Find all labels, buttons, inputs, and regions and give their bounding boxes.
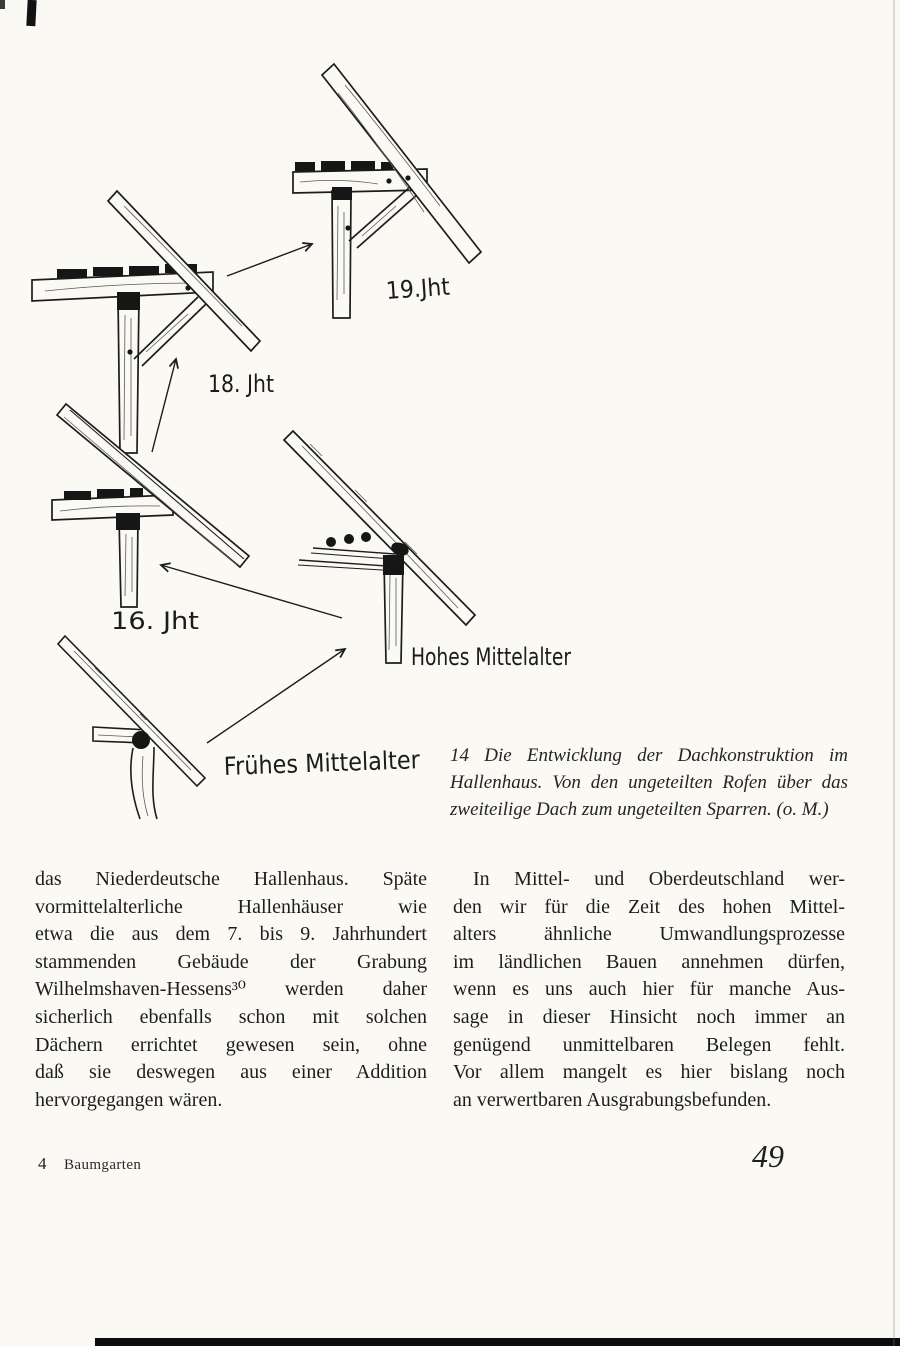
body-text-line: genügend unmittelbaren Belegen fehlt.	[453, 1033, 845, 1056]
scan-artifact-corner	[0, 0, 5, 9]
scan-artifact-top-dash	[26, 0, 36, 26]
peg-dots	[326, 532, 371, 547]
body-text-line: an verwertbaren Ausgrabungsbefunden.	[453, 1088, 772, 1111]
body-text-line: stammenden Gebäude der Grabung	[35, 950, 427, 973]
running-author: Baumgarten	[64, 1157, 142, 1173]
body-column-left	[35, 866, 427, 1114]
arrow-fruehes-to-hohes	[207, 649, 345, 743]
body-text-line: etwa die aus dem 7. bis 9. Jahrhundert	[35, 923, 427, 946]
figure-caption	[450, 742, 848, 823]
body-text-line: alters ähnliche Umwandlungsprozesse	[453, 923, 845, 946]
caption-line: 14 Die Entwicklung der Dachkonstruktion im	[450, 745, 848, 766]
drawing-fruehes-mittelalter	[58, 636, 205, 819]
body-text-line: den wir für die Zeit des hohen Mittel-	[453, 895, 845, 918]
body-text-line: sage in dieser Hinsicht noch immer an	[453, 1005, 845, 1028]
drawing-hohes-mittelalter	[284, 431, 475, 663]
caption-line: Hallenhaus. Von den ungeteilten Rofen über das	[450, 772, 848, 793]
body-text-line: sicherlich ebenfalls schon mit solchen	[35, 1005, 427, 1028]
body-text-line: Dächern errichtet gewesen sein, ohne	[35, 1033, 427, 1056]
label-19jht: 19.Jht	[384, 272, 457, 305]
body-text-line: im ländlichen Bauen annehmen dürfen,	[453, 950, 845, 973]
body-text-line: das Niederdeutsche Hallenhaus. Späte	[35, 868, 427, 890]
label-18jht: 18. Jht	[208, 370, 274, 398]
scan-artifact-right-edge	[893, 0, 895, 1346]
arrow-18-to-19	[227, 244, 312, 276]
body-text-line: daß sie deswegen aus einer Addition	[35, 1061, 427, 1084]
body-column-right	[453, 866, 845, 1114]
body-text-line: Wilhelmshaven-Hessens³⁰ werden daher	[35, 978, 427, 1001]
body-text-line: vormittelalterliche Hallenhäuser wie	[35, 895, 427, 918]
body-text-line: wenn es uns auch hier für manche Aus-	[453, 978, 845, 1001]
scan-artifact-bottom-band	[95, 1338, 900, 1346]
body-text-line: Vor allem mangelt es hier bislang noch	[453, 1061, 845, 1084]
page-number: 49	[752, 1138, 784, 1174]
label-fruehes-mittelalter: Frühes Mittelalter	[223, 744, 444, 781]
body-text-line: In Mittel- und Oberdeutschland wer-	[453, 868, 845, 890]
caption-line: zweiteilige Dach zum ungeteilten Sparren. (o. M.)	[450, 799, 829, 820]
joint-knob	[132, 731, 150, 749]
drawing-16jht	[52, 404, 249, 607]
signature-number: 4	[38, 1154, 47, 1173]
label-hohes-mittelalter: Hohes Mittelalter	[411, 643, 572, 671]
arrow-16-to-18	[152, 359, 176, 452]
body-text-line: hervorgegangen wären.	[35, 1088, 223, 1111]
figure-labels	[111, 273, 571, 781]
label-16jht: 16. Jht	[111, 607, 199, 635]
